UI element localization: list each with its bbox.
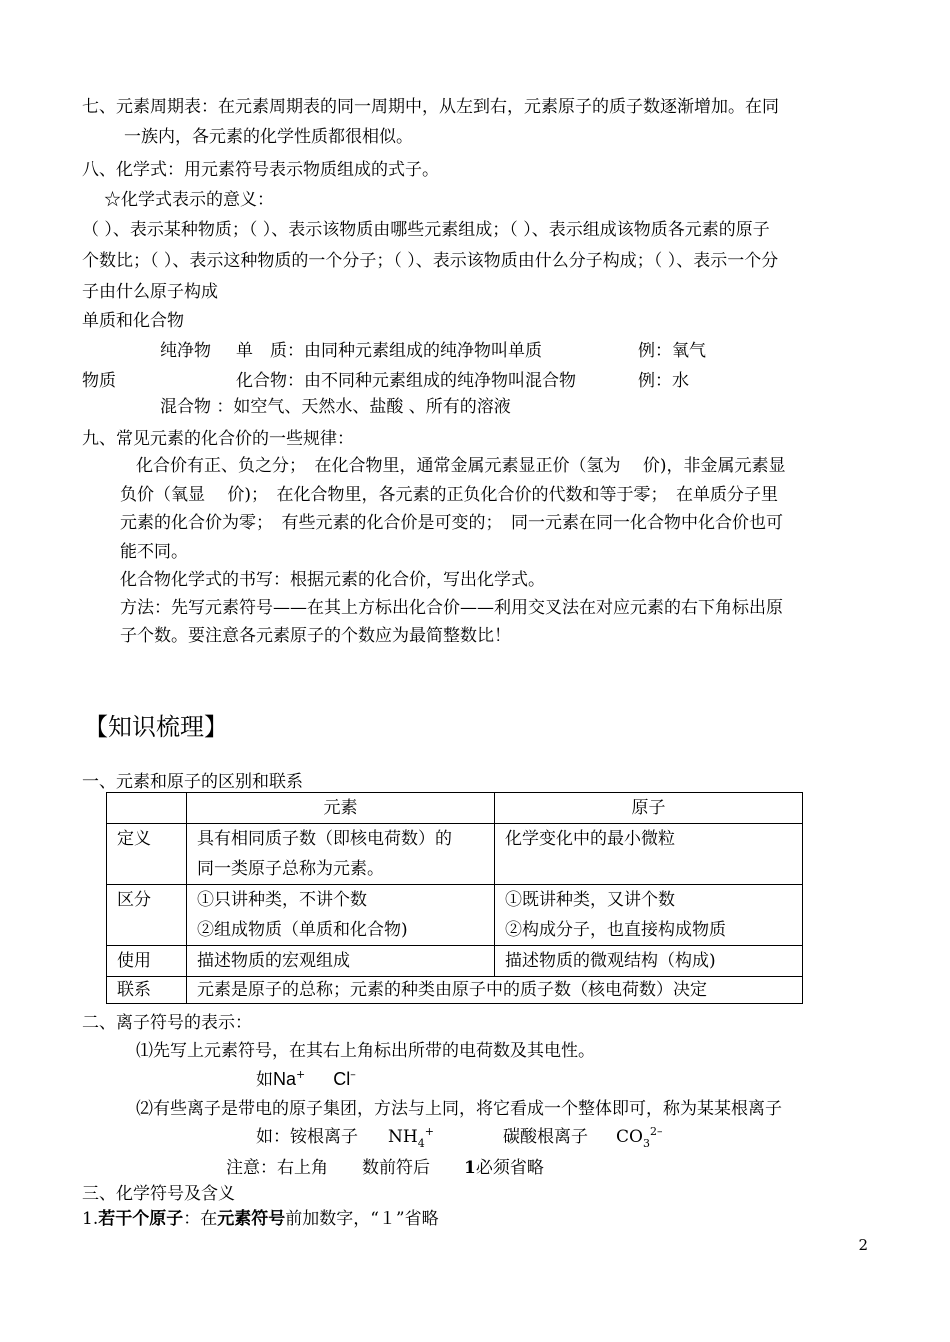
table-row <box>107 946 803 977</box>
cell-line: ②组成物质（单质和化合物) <box>197 920 408 940</box>
col-element-header: 元素 <box>187 793 495 824</box>
classify-pure: 纯净物 <box>160 341 211 361</box>
carbonate-symbol: CO <box>616 1127 643 1147</box>
sodium-charge: + <box>296 1068 306 1081</box>
classify-matter: 物质 <box>82 371 116 391</box>
row-label: 定义 <box>107 824 187 885</box>
cell-line: 同一类原子总称为元素。 <box>197 859 384 879</box>
item1-end: 前加数字，“１”省略 <box>285 1209 439 1229</box>
knowledge-heading: 【知识梳理】 <box>84 713 228 741</box>
s8-title: 八、化学式：用元素符号表示物质组成的式子。 <box>82 160 439 180</box>
cell-line: 化学变化中的最小微粒 <box>505 829 675 849</box>
classify-mixture: 混合物 ：如空气、天然水、盐酸 、所有的溶液 <box>160 397 511 417</box>
ion-rule-2: ⑵有些离子是带电的原子集团，方法与上同，将它看成一个整体即可，称为某某根离子 <box>136 1099 782 1119</box>
chlorine-charge: – <box>350 1068 356 1081</box>
sodium-symbol: Na <box>273 1069 297 1089</box>
item1-mid: ：在 <box>183 1209 218 1229</box>
element-cell <box>187 885 495 946</box>
ion-example-prefix: 如 <box>256 1070 273 1090</box>
element-atom-table <box>106 792 803 1004</box>
section3-title: 三、化学符号及含义 <box>82 1184 235 1204</box>
classify-element: 单 质：由同种元素组成的纯净物叫单质 <box>236 341 542 361</box>
s7-line1: 七、元素周期表：在元素周期表的同一周期中，从左到右，元素原子的质子数逐渐增加。在同 <box>82 97 779 117</box>
ammonium-charge: + <box>424 1125 434 1138</box>
classify-heading: 单质和化合物 <box>82 311 184 331</box>
ammonium-label: 如：铵根离子 <box>256 1127 358 1147</box>
cell-line: ①既讲种类，又讲个数 <box>505 890 675 910</box>
row-label: 区分 <box>107 885 187 946</box>
section1-title: 一、元素和原子的区别和联系 <box>82 772 303 792</box>
table-corner-cell <box>107 793 187 824</box>
s9-p1: 化合价有正、负之分； 在化合物里，通常金属元素显正价（氢为 价)，非金属元素显 <box>136 456 786 476</box>
ion-rule-1: ⑴先写上元素符号，在其右上角标出所带的电荷数及其电性。 <box>136 1041 595 1061</box>
chlorine-symbol: Cl <box>333 1069 351 1089</box>
link-cell: 元素是原子的总称；元素的种类由原子中的质子数（核电荷数）决定 <box>187 977 803 1004</box>
section2-title: 二、离子符号的表示： <box>82 1013 252 1033</box>
s9-p5: 化合物化学式的书写：根据元素的化合价，写出化学式。 <box>120 570 545 590</box>
table-row <box>107 977 803 1004</box>
s9-p6: 方法：先写元素符号——在其上方标出化合价——利用交叉法在对应元素的右下角标出原 <box>120 598 783 618</box>
ion-note <box>226 1157 544 1179</box>
carbonate-formula <box>616 1126 662 1150</box>
item1-bold2: 元素符号 <box>217 1209 286 1229</box>
note-prefix: 注意：右上角 数前符后 <box>226 1158 464 1178</box>
s8-line2: 个数比；（ ）、表示这种物质的一个分子；（ ）、表示该物质由什么分子构成；（ ）、表示一个分 <box>82 251 779 271</box>
classify-compound: 化合物：由不同种元素组成的纯净物叫混合物 <box>236 371 576 391</box>
table-row <box>107 824 803 885</box>
item1-number: 1. <box>82 1209 99 1229</box>
cell-line: ②构成分子，也直接构成物质 <box>505 920 726 940</box>
table-row <box>107 885 803 946</box>
s8-line1: （ ）、表示某种物质；（ ）、表示该物质由哪些元素组成；（ ）、表示组成该物质各元素的原子 <box>82 220 770 240</box>
ammonium-subscript: 4 <box>417 1137 425 1150</box>
note-one: 1 <box>464 1158 476 1178</box>
s9-p7: 子个数。要注意各元素原子的个数应为最简整数比！ <box>120 626 511 646</box>
classify-compound-example: 例：水 <box>638 371 689 391</box>
s9-p4: 能不同。 <box>120 542 188 562</box>
note-suffix: 必须省略 <box>475 1158 544 1178</box>
s9-p3: 元素的化合价为零； 有些元素的化合价是可变的； 同一元素在同一化合物中化合价也可 <box>120 513 783 533</box>
ion-example-simple <box>256 1068 356 1093</box>
carbonate-charge: 2– <box>649 1125 663 1138</box>
carbonate-subscript: 3 <box>642 1137 650 1150</box>
s7-line2: 一族内，各元素的化学性质都很相似。 <box>124 127 413 147</box>
atom-cell: 描述物质的微观结构（构成) <box>495 946 803 977</box>
ammonium-formula <box>388 1126 434 1150</box>
item1 <box>82 1208 439 1230</box>
s8-sub: ☆化学式表示的意义： <box>104 190 274 210</box>
table-header-row <box>107 793 803 824</box>
atom-cell <box>495 885 803 946</box>
s9-p2: 负价（氧显 价)； 在化合物里，各元素的正负化合价的代数和等于零； 在单质分子里 <box>120 485 779 505</box>
ammonium-symbol: NH <box>388 1127 418 1147</box>
classify-element-example: 例：氧气 <box>638 341 706 361</box>
item1-bold: 若干个原子 <box>98 1209 184 1229</box>
col-atom-header: 原子 <box>495 793 803 824</box>
carbonate-label: 碳酸根离子 <box>503 1127 588 1147</box>
s9-title: 九、常见元素的化合价的一些规律： <box>82 429 354 449</box>
atom-cell <box>495 824 803 885</box>
cell-line: ①只讲种类，不讲个数 <box>197 890 367 910</box>
cell-line: 具有相同质子数（即核电荷数）的 <box>197 829 452 849</box>
element-cell <box>187 824 495 885</box>
row-label: 联系 <box>107 977 187 1004</box>
element-cell: 描述物质的宏观组成 <box>187 946 495 977</box>
row-label: 使用 <box>107 946 187 977</box>
page-number: 2 <box>858 1236 868 1254</box>
s8-line3: 子由什么原子构成 <box>82 282 218 302</box>
